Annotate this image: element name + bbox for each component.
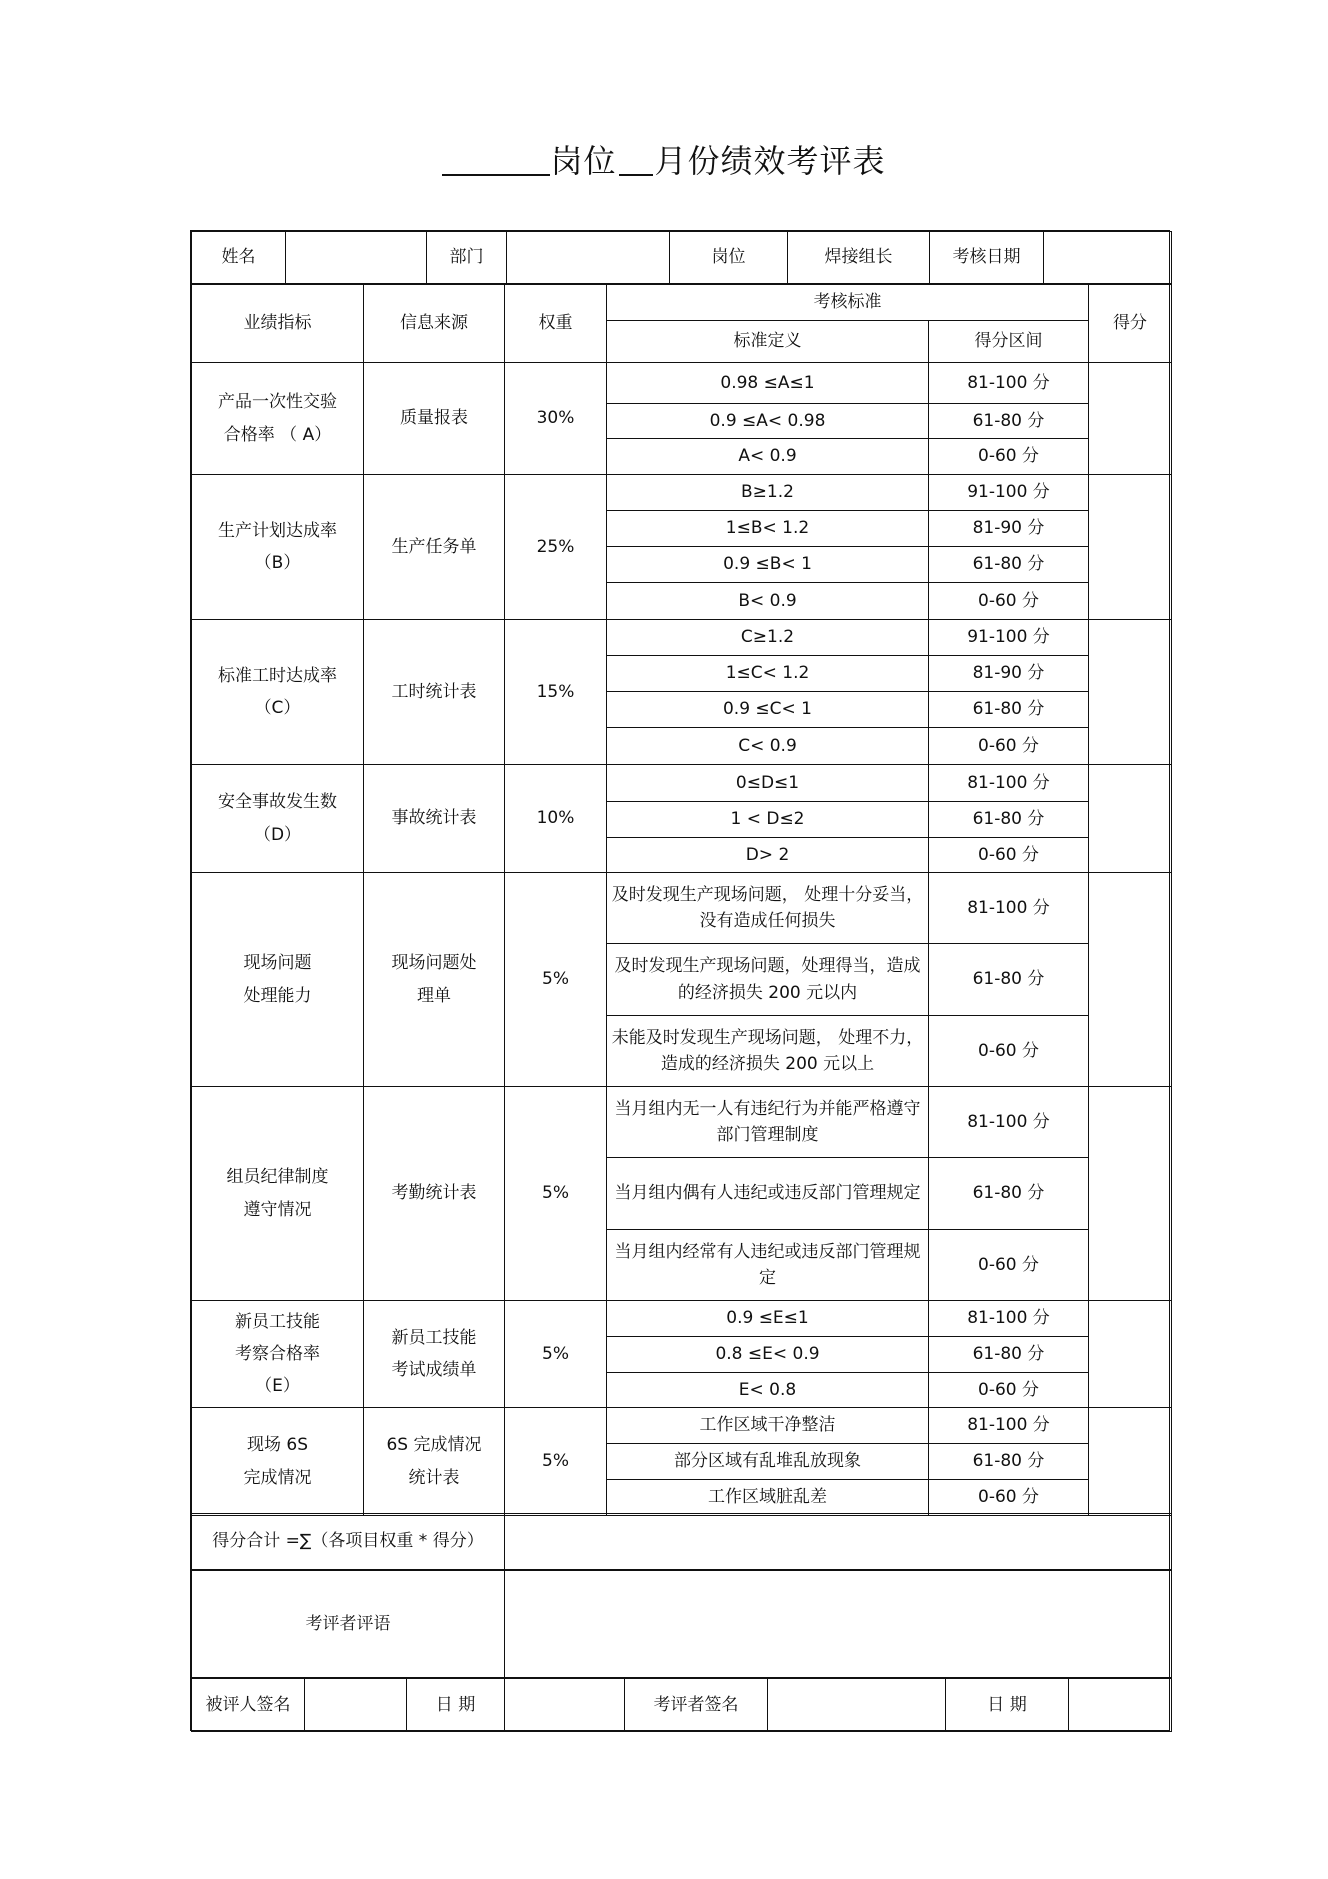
definition-cell: A< 0.9	[607, 439, 929, 475]
source-cell	[364, 873, 505, 1087]
definition-cell: 1≤B< 1.2	[607, 511, 929, 547]
range-cell: 0-60 分	[929, 1373, 1089, 1408]
date-label-1: 日 期	[407, 1679, 505, 1732]
criteria-row	[192, 1301, 1172, 1337]
weight-cell: 25%	[505, 475, 607, 620]
indicator-line: （D）	[253, 824, 302, 845]
signature-row	[191, 1678, 1169, 1732]
source-line: 生产任务单	[391, 536, 477, 557]
definition-cell: 0.9 ≤B< 1	[607, 547, 929, 583]
definition-cell: C≥1.2	[607, 620, 929, 656]
weight-cell: 10%	[505, 765, 607, 873]
month-blank[interactable]	[619, 144, 653, 176]
document-title: 岗位 月份绩效考评表	[0, 136, 1328, 182]
source-cell	[364, 765, 505, 873]
indicator-cell	[192, 620, 364, 765]
definition-cell: 1≤C< 1.2	[607, 656, 929, 692]
dept-label: 部门	[427, 232, 507, 284]
definition-cell: 0.9 ≤E≤1	[607, 1301, 929, 1337]
definition-cell: C< 0.9	[607, 728, 929, 765]
post-value: 焊接组长	[788, 232, 930, 284]
definition-cell: 部分区域有乱堆乱放现象	[607, 1444, 929, 1480]
date-label-2: 日 期	[946, 1679, 1069, 1732]
evaluatee-sign-field[interactable]	[305, 1679, 407, 1732]
score-field[interactable]	[1089, 620, 1172, 765]
source-line: 质量报表	[400, 408, 468, 429]
appraisal-form	[190, 230, 1170, 1731]
source-line: 考试成绩单	[391, 1360, 477, 1380]
range-cell: 0-60 分	[929, 1480, 1089, 1516]
indicator-cell	[192, 1301, 364, 1408]
dept-field[interactable]	[507, 232, 670, 284]
main-table-wrap	[191, 284, 1169, 1513]
definition-cell: 0≤D≤1	[607, 765, 929, 802]
range-col-header: 得分区间	[929, 321, 1089, 363]
evaluator-sign-field[interactable]	[768, 1679, 946, 1732]
definition-cell: 0.9 ≤A< 0.98	[607, 404, 929, 439]
definition-cell: D> 2	[607, 838, 929, 873]
score-field[interactable]	[1089, 363, 1172, 475]
source-line: 统计表	[408, 1467, 460, 1488]
range-cell: 81-100 分	[929, 873, 1089, 944]
evaluator-sign-label: 考评者签名	[625, 1679, 768, 1732]
range-cell: 81-100 分	[929, 1301, 1089, 1337]
score-field[interactable]	[1089, 1087, 1172, 1301]
weight-cell: 5%	[505, 1301, 607, 1408]
source-line: 理单	[417, 985, 451, 1006]
source-line: 考勤统计表	[391, 1183, 477, 1204]
weight-cell: 30%	[505, 363, 607, 475]
definition-cell: 当月组内无一人有违纪行为并能严格遵守部门管理制度	[607, 1087, 929, 1158]
criteria-row	[192, 765, 1172, 802]
range-cell: 0-60 分	[929, 439, 1089, 475]
criteria-table	[191, 284, 1172, 1516]
range-cell: 81-100 分	[929, 1408, 1089, 1444]
score-field[interactable]	[1089, 1301, 1172, 1408]
definition-cell: 0.8 ≤E< 0.9	[607, 1337, 929, 1373]
source-col-header: 信息来源	[364, 285, 505, 363]
indicator-line: （B）	[254, 553, 301, 573]
indicator-cell	[192, 1087, 364, 1301]
definition-cell: 及时发现生产现场问题， 处理十分妥当，没有造成任何损失	[607, 873, 929, 944]
indicator-line: 新员工技能	[235, 1311, 320, 1332]
date-label: 考核日期	[930, 232, 1044, 284]
weight-cell: 15%	[505, 620, 607, 765]
range-cell: 61-80 分	[929, 1444, 1089, 1480]
score-field[interactable]	[1089, 873, 1172, 1087]
indicator-line: 完成情况	[243, 1467, 312, 1488]
indicator-cell	[192, 765, 364, 873]
range-cell: 81-100 分	[929, 765, 1089, 802]
indicator-line: 遵守情况	[243, 1199, 312, 1220]
source-line: 工时统计表	[391, 681, 477, 702]
score-field[interactable]	[1089, 1408, 1172, 1516]
indicator-line: 组员纪律制度	[226, 1167, 329, 1188]
range-cell: 61-80 分	[929, 1337, 1089, 1373]
range-cell: 0-60 分	[929, 583, 1089, 620]
range-cell: 0-60 分	[929, 1016, 1089, 1087]
range-cell: 0-60 分	[929, 728, 1089, 765]
source-cell	[364, 620, 505, 765]
range-cell: 61-80 分	[929, 944, 1089, 1016]
definition-cell: 1 < D≤2	[607, 802, 929, 838]
comment-row	[191, 1570, 1169, 1678]
source-line: 现场问题处	[391, 953, 477, 974]
indicator-line: 现场 6S	[246, 1435, 308, 1456]
definition-cell: 0.98 ≤A≤1	[607, 363, 929, 404]
indicator-line: （E）	[255, 1376, 300, 1397]
range-cell: 61-80 分	[929, 692, 1089, 728]
criteria-row	[192, 475, 1172, 511]
comment-field[interactable]	[505, 1571, 1172, 1678]
range-cell: 91-100 分	[929, 620, 1089, 656]
range-cell: 91-100 分	[929, 475, 1089, 511]
range-cell: 81-100 分	[929, 1087, 1089, 1158]
weight-col-header: 权重	[505, 285, 607, 363]
definition-cell: B< 0.9	[607, 583, 929, 620]
source-line: 6S 完成情况	[386, 1435, 482, 1456]
indicator-line: 生产计划达成率	[218, 520, 337, 541]
source-cell	[364, 1087, 505, 1301]
score-field[interactable]	[1089, 765, 1172, 873]
indicator-line: （C）	[254, 698, 301, 718]
indicator-line: 安全事故发生数	[218, 792, 337, 813]
range-cell: 81-90 分	[929, 511, 1089, 547]
range-cell: 61-80 分	[929, 802, 1089, 838]
indicator-cell	[192, 1408, 364, 1516]
comment-label: 考评者评语	[192, 1571, 505, 1678]
indicator-cell	[192, 475, 364, 620]
weight-cell: 5%	[505, 873, 607, 1087]
score-col-header: 得分	[1089, 285, 1172, 363]
total-field[interactable]	[505, 1514, 1172, 1570]
source-cell	[364, 475, 505, 620]
criteria-row	[192, 1087, 1172, 1158]
range-cell: 61-80 分	[929, 547, 1089, 583]
weight-cell: 5%	[505, 1408, 607, 1516]
evaluatee-sign-label: 被评人签名	[192, 1679, 305, 1732]
definition-cell: 未能及时发现生产现场问题， 处理不力，造成的经济损失 200 元以上	[607, 1016, 929, 1087]
indicator-line: 产品一次性交验	[218, 392, 337, 413]
column-header-row	[192, 285, 1172, 321]
definition-cell: B≥1.2	[607, 475, 929, 511]
source-cell	[364, 363, 505, 475]
range-cell: 61-80 分	[929, 1158, 1089, 1230]
definition-cell: 工作区域干净整洁	[607, 1408, 929, 1444]
definition-cell: 0.9 ≤C< 1	[607, 692, 929, 728]
criteria-row	[192, 1408, 1172, 1444]
definition-cell: E< 0.8	[607, 1373, 929, 1408]
score-field[interactable]	[1089, 475, 1172, 620]
definition-col-header: 标准定义	[607, 321, 929, 363]
source-line: 事故统计表	[391, 808, 477, 829]
post-label: 岗位	[670, 232, 788, 284]
definition-cell: 当月组内经常有人违纪或违反部门管理规定	[607, 1230, 929, 1301]
indicator-cell	[192, 873, 364, 1087]
definition-cell: 及时发现生产现场问题，处理得当，造成的经济损失 200 元以内	[607, 944, 929, 1016]
date-field[interactable]	[1044, 232, 1172, 284]
definition-cell: 工作区域脏乱差	[607, 1480, 929, 1516]
criteria-row	[192, 873, 1172, 944]
weight-cell: 5%	[505, 1087, 607, 1301]
definition-cell: 当月组内偶有人违纪或违反部门管理规定	[607, 1158, 929, 1230]
range-cell: 81-100 分	[929, 363, 1089, 404]
criteria-row	[192, 620, 1172, 656]
indicator-line: 考察合格率	[235, 1343, 320, 1364]
indicator-line: 处理能力	[243, 985, 312, 1006]
range-cell: 0-60 分	[929, 1230, 1089, 1301]
range-cell: 0-60 分	[929, 838, 1089, 873]
source-cell	[364, 1408, 505, 1516]
header-row	[191, 231, 1169, 284]
criteria-row	[192, 363, 1172, 404]
indicator-line: 标准工时达成率	[218, 665, 337, 686]
date-field-1[interactable]	[505, 1679, 625, 1732]
name-field[interactable]	[286, 232, 427, 284]
indicator-col-header: 业绩指标	[192, 285, 364, 363]
indicator-line: 现场问题	[243, 953, 312, 974]
name-label: 姓名	[192, 232, 286, 284]
post-blank[interactable]	[442, 144, 550, 176]
source-cell	[364, 1301, 505, 1408]
date-field-2[interactable]	[1069, 1679, 1172, 1732]
indicator-cell	[192, 363, 364, 475]
total-row	[191, 1513, 1169, 1570]
source-line: 新员工技能	[391, 1327, 477, 1348]
indicator-line: 合格率 （ A）	[223, 424, 332, 445]
range-cell: 81-90 分	[929, 656, 1089, 692]
criteria-col-header: 考核标准	[607, 285, 1089, 321]
range-cell: 61-80 分	[929, 404, 1089, 439]
total-label: 得分合计 =∑（各项目权重 * 得分）	[192, 1514, 505, 1570]
